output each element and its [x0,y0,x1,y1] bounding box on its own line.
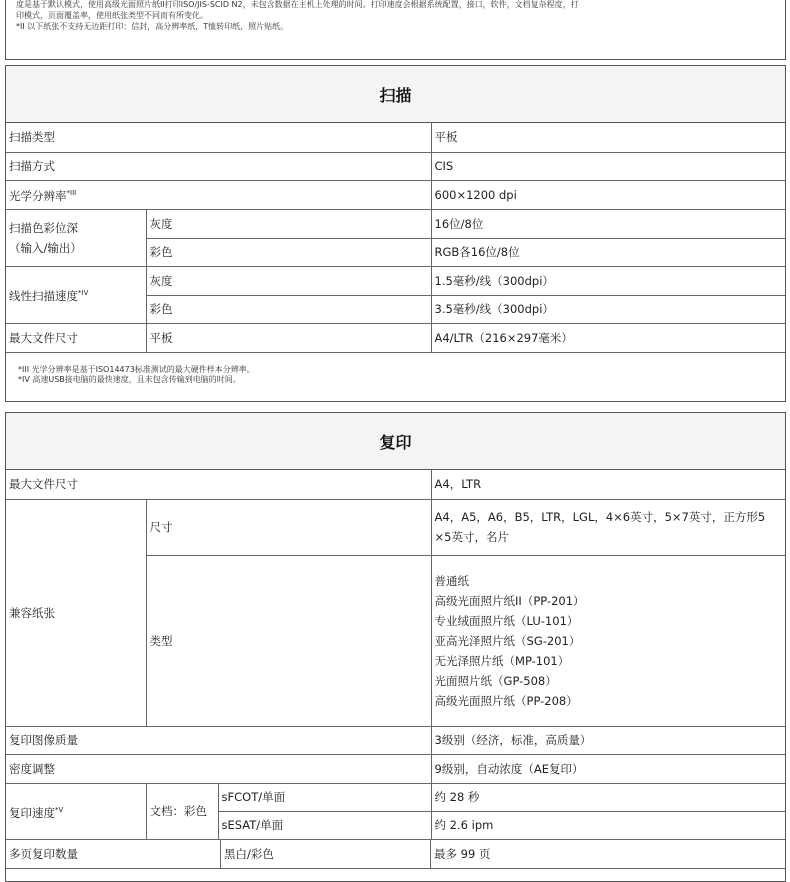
footnote-line: 度是基于默认模式，使用高级光面照片纸II打印ISO/JIS-SCID N2，未包含数据在主机上处理的时间。打印速度会根据系统配置，接口，软件，文档复杂程度，打 [16,0,579,9]
table-row [6,180,785,209]
table-row [6,323,785,352]
row-label-cell [6,266,146,323]
row-label: 密度调整 [6,754,431,783]
list-item: 光面照片纸（GP-508） [434,673,557,688]
footnote-line: *III 光学分辨率是基于ISO14473标准测试的最大硬件样本分辨率。 [18,364,255,374]
sub-label: 尺寸 [146,499,431,555]
sub-label: 文档：彩色 [146,783,218,839]
row-label-cell [6,209,146,266]
table-row [6,499,785,555]
table-row [6,266,785,295]
footnote-line: *II 以下纸张不支持无边距打印：信封，高分辨率纸，T恤转印纸，照片贴纸。 [16,22,289,31]
row-value: A4，A5，A6，B5，LTR，LGL，4×6英寸，5×7英寸，正方形5 [434,510,766,524]
scan-section-title: 扫描 [6,66,785,123]
footnote-marker: *III [66,189,77,198]
table-row [6,839,785,868]
table-row [6,470,785,499]
footnote-line: 印模式，页面覆盖率，使用纸张类型不同而有所变化。 [16,11,208,20]
sub-label: 灰度 [146,266,431,295]
row-value: A4，LTR [431,470,785,499]
row-value: A4/LTR（216×297毫米） [431,323,785,352]
row-value: CIS [431,152,785,180]
list-item: 无光泽照片纸（MP-101） [434,653,570,668]
sub-label: 类型 [146,555,431,726]
copy-section [5,412,786,882]
row-value: ×5英寸，名片 [434,530,509,544]
scan-footnotes [6,353,785,385]
footnote-line: *IV 高速USB接电脑的最快速度，且未包含传输到电脑的时间。 [18,374,241,384]
copy-section-title: 复印 [6,413,785,470]
list-item: 普通纸 [434,573,470,588]
row-value: 3.5毫秒/线（300dpi） [431,295,785,323]
list-item: 亚高光泽照片纸（SG-201） [434,633,581,648]
table-row [6,209,785,238]
list-item: 高级光面照片纸（PP-208） [434,693,578,708]
row-value: 16位/8位 [431,209,785,238]
sub-label: 彩色 [146,295,431,323]
top-footnote-box [5,0,786,60]
row-label: 复印图像质量 [6,726,431,754]
table-row [6,754,785,783]
footnote-marker: *IV [78,289,89,298]
row-value: 1.5毫秒/线（300dpi） [431,266,785,295]
row-value: 平板 [431,123,785,152]
row-label: 扫描方式 [6,152,431,180]
row-label-sub: （输入/输出） [9,240,82,255]
scan-section [5,65,786,402]
sub-label: 灰度 [146,209,431,238]
footnote-marker: *V [55,805,64,814]
row-value: 最多 99 页 [434,846,491,861]
row-label-cell [6,180,431,209]
row-value-cell [431,499,785,555]
row-label: 最大文件尺寸 [6,323,146,352]
table-row [6,726,785,754]
scan-spec-table [6,123,785,353]
row-label: 最大文件尺寸 [6,470,431,499]
row-label: 复印速度 [9,805,55,820]
row-label-cell [6,783,146,839]
row-value: 约 2.6 ipm [431,811,785,839]
sub-label: sFCOT/单面 [218,783,431,811]
table-row [6,152,785,180]
list-item: 高级光面照片纸II（PP-201） [434,593,585,608]
paper-type-list [431,555,785,726]
row-label: 线性扫描速度 [9,288,78,303]
row-label: 光学分辨率 [9,188,67,203]
table-row [6,783,785,811]
multi-copy-row [6,839,785,868]
row-value: 3级别（经济，标准，高质量） [431,726,785,754]
row-label: 多页复印数量 [6,840,221,868]
sub-label: 平板 [146,323,431,352]
sub-label: 黑白/彩色 [221,840,431,868]
sub-label: 彩色 [146,238,431,266]
row-label: 扫描类型 [6,123,431,152]
row-value: 9级别，自动浓度（AE复印） [431,754,785,783]
copy-spec-table [6,470,785,869]
row-value: 约 28 秒 [431,783,785,811]
row-label: 扫描色彩位深 [9,220,78,235]
table-row [6,123,785,152]
row-value: 600×1200 dpi [431,180,785,209]
row-label: 兼容纸张 [6,499,146,726]
sub-label: sESAT/单面 [218,811,431,839]
list-item: 专业绒面照片纸（LU-101） [434,613,579,628]
row-value: RGB各16位/8位 [431,238,785,266]
